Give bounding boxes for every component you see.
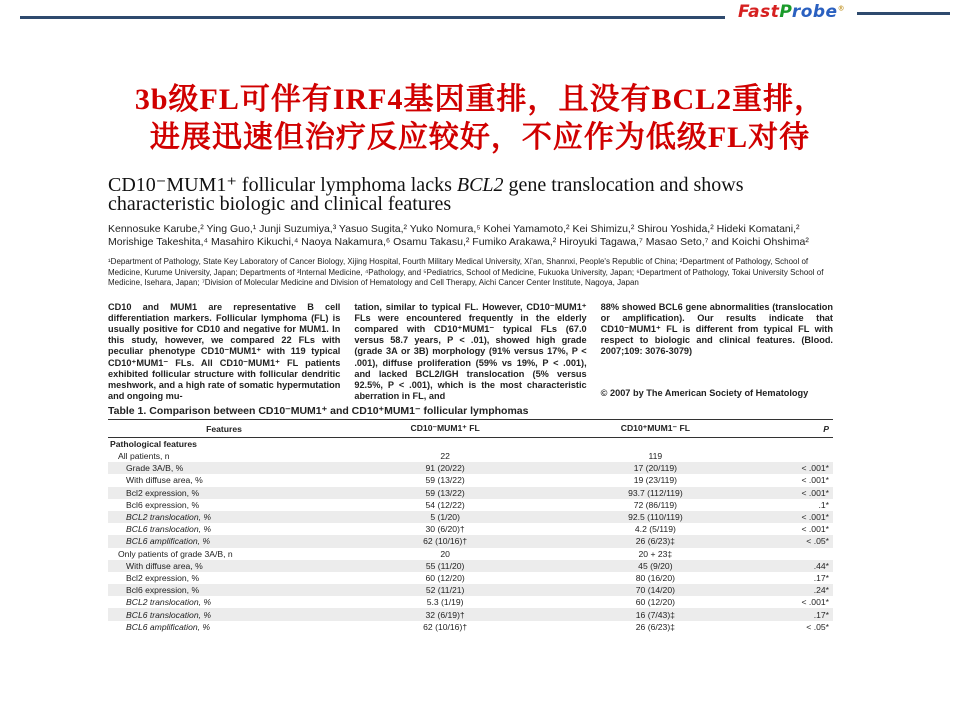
table-row (108, 584, 833, 596)
feature-cell: Grade 3A/B, % (108, 462, 340, 474)
slide-title-line-1: 3b级FL可伴有IRF4基因重排，且没有BCL2重排， (134, 83, 826, 116)
cd10pos-cell: 26 (6/23)‡ (635, 621, 675, 632)
table-row (108, 548, 833, 560)
table-row (108, 487, 833, 499)
feature-cell: BCL2 translocation, % (108, 511, 340, 523)
table-title: Table 1. Comparison between CD10⁻MUM1⁺ and CD10⁺MUM1⁻ follicular lymphomas (108, 405, 529, 418)
p-value-cell: .24* (761, 584, 834, 596)
paper-title: CD10⁻MUM1⁺ follicular lymphoma lacks BCL2 gene translocation and shows characteristic biologic and clinical features (108, 174, 744, 215)
cd10neg-cell: 5.3 (1/19) (426, 597, 464, 608)
cd10pos-cell: 92.5 (110/119) (550, 511, 760, 523)
cd10neg-cell: 60 (12/20) (425, 572, 465, 583)
cd10pos-cell: 80 (16/20) (635, 572, 675, 583)
table-row (108, 560, 833, 572)
cd10pos-cell: 26 (6/23)‡ (550, 535, 760, 547)
cd10neg-cell: 91 (20/22) (340, 462, 550, 474)
fastprobe-logo: FastProbe® (738, 2, 846, 22)
section-header: Pathological features (110, 439, 197, 450)
cd10pos-cell: 4.2 (5/119) (634, 524, 676, 535)
cd10pos-cell: 70 (14/20) (550, 584, 760, 596)
cd10pos-cell: 20 + 23‡ (638, 548, 673, 559)
table-row (108, 474, 833, 486)
table-row (108, 450, 833, 462)
table-row (108, 499, 833, 511)
p-value-cell: < .05* (806, 621, 829, 632)
cd10pos-cell: 93.7 (112/119) (550, 487, 760, 499)
cd10neg-cell: 55 (11/20) (340, 560, 550, 572)
table-row (108, 523, 833, 535)
feature-cell: BCL6 translocation, % (126, 524, 212, 535)
feature-cell: Bcl2 expression, % (108, 487, 340, 499)
col-header-features: Features (108, 420, 340, 438)
p-value-cell: < .001* (761, 487, 834, 499)
cd10pos-cell: 17 (20/119) (550, 462, 760, 474)
p-value-cell: .44* (761, 560, 834, 572)
cd10neg-cell: 52 (11/21) (340, 584, 550, 596)
feature-cell: Bcl6 expression, % (126, 499, 200, 510)
cd10pos-cell: 60 (12/20) (635, 597, 675, 608)
table-row (108, 572, 833, 584)
p-value-cell: < .001* (761, 462, 834, 474)
paper-authors: Kennosuke Karube,² Ying Guo,¹ Junji Suzumiya,³ Yasuo Sugita,² Yuko Nomura,⁵ Kohei Yamamoto,² Kei Shimizu,² Shirou Yoshida,² Hideki Komatani,² Morishige Takeshita,⁴ Masahiro Kikuchi,⁴ Naoya Nakamura,⁶ Osamu Takasu,² Fumiko Arakawa,² Hiroyuki Tagawa,⁷ Masao Seto,⁷ and Koichi Ohshima² (108, 223, 809, 248)
feature-cell: BCL6 amplification, % (108, 535, 340, 547)
abstract-col-2: tation, similar to typical FL. However, CD10⁻MUM1⁺ FLs were encountered frequently in the elderly compared with CD10⁺MUM1⁻ typical FLs (67.0 versus 58.7 years, P < .01), showed high grade (grade 3A or 3B) morphology (91% versus 17%, P < .001), diffuse proliferation (59% vs 19%, P < .001), and lacked BCL2/IGH translocation (5% versus 92.5%, P < .001), which is the most characteristic aberration in FL, and (354, 301, 587, 402)
p-value-cell: < .001* (761, 511, 834, 523)
feature-cell: With diffuse area, % (126, 475, 203, 486)
header-rule-right (857, 12, 950, 15)
copyright: © 2007 by The American Society of Hematology (600, 387, 809, 398)
p-value-cell: < .001* (801, 475, 829, 486)
feature-cell: All patients, n (118, 451, 170, 462)
col-header-cd10neg: CD10⁻MUM1⁺ FL (340, 420, 550, 438)
cd10neg-cell: 30 (6/20)† (425, 524, 465, 535)
p-value-cell: .17* (813, 572, 829, 583)
cd10neg-cell: 32 (6/19)† (340, 608, 550, 620)
cd10neg-cell: 5 (1/20) (340, 511, 550, 523)
p-value-cell: < .001* (801, 597, 829, 608)
p-value-cell: < .05* (761, 535, 834, 547)
slide-title-line-2: 进展迅速但治疗反应较好，不应作为低级FL对待 (149, 121, 811, 154)
abstract-col-1: CD10 and MUM1 are representative B cell differentiation markers. Follicular lymphoma (FL) is usually positive for CD10 and negative for MUM1. In this study, however, we compared 22 FLs with peculiar phenotype CD10⁻MUM1⁺ with 119 typical CD10⁺MUM1⁻ FLs. All CD10⁻MUM1⁺ FL patients exhibited follicular structure with follicular dendritic meshwork, and a high rate of somatic hypermutation and ongoing mu- (108, 301, 341, 402)
feature-cell: BCL2 translocation, % (126, 597, 212, 608)
table-row (108, 511, 833, 523)
cd10pos-cell: 45 (9/20) (550, 560, 760, 572)
cd10pos-cell: 119 (648, 451, 663, 462)
feature-cell: BCL6 translocation, % (108, 608, 340, 620)
table-row (108, 462, 833, 474)
feature-cell: BCL6 amplification, % (126, 621, 211, 632)
cd10neg-cell: 20 (440, 548, 450, 559)
p-value-cell: .17* (761, 608, 834, 620)
cd10neg-cell: 59 (13/22) (340, 487, 550, 499)
feature-cell: Bcl6 expression, % (108, 584, 340, 596)
feature-cell: With diffuse area, % (108, 560, 340, 572)
feature-cell: Only patients of grade 3A/B, n (118, 548, 233, 559)
abstract-col-3: 88% showed BCL6 gene abnormalities (translocation or amplification). Our results indicate that CD10⁻MUM1⁺ FL is different from typical FL with respect to biologic and clinical features. (Blood. 2007;109: 3076-3079) © 2007 by The American Society of Hematology (600, 301, 833, 398)
cd10pos-cell: 72 (86/119) (633, 499, 678, 510)
comparison-table (108, 419, 833, 633)
table-row (108, 621, 833, 633)
table-row (108, 535, 833, 547)
col-header-cd10pos: CD10⁺MUM1⁻ FL (550, 420, 760, 438)
paper-abstract (108, 302, 833, 403)
table-row (108, 596, 833, 608)
table-row (108, 608, 833, 620)
cd10neg-cell: 62 (10/16)† (340, 535, 550, 547)
p-value-cell (761, 548, 834, 560)
p-value-cell (761, 450, 834, 462)
p-value-cell: < .001* (801, 524, 829, 535)
header-rule-left (20, 16, 725, 19)
cd10pos-cell: 16 (7/43)‡ (550, 608, 760, 620)
cd10neg-cell: 62 (10/16)† (423, 621, 468, 632)
paper-affiliations: ¹Department of Pathology, State Key Laboratory of Cancer Biology, Xijing Hospital, Fourth Military Medical University, Xi'an, Shannxi, People's Republic of China; ²Department of Pathology, School of Medicine, Kurume University, Japan; Departments of ³Internal Medicine, ⁴Pathology, and ⁵Pediatrics, School of Medicine, Fukuoka University, Japan; ⁶Department of Pathology, Tokai University School of Medicine, Isehara, Japan; ⁷Division of Molecular Medicine and Division of Hematology and Cell Therapy, Aichi Cancer Center Institute, Nagoya, Japan (108, 257, 824, 287)
cd10pos-cell: 19 (23/119) (633, 475, 678, 486)
cd10neg-cell: 54 (12/22) (425, 499, 465, 510)
p-value-cell: .1* (818, 499, 829, 510)
cd10neg-cell: 22 (440, 451, 450, 462)
feature-cell: Bcl2 expression, % (126, 572, 200, 583)
paper-excerpt (108, 176, 833, 633)
cd10neg-cell: 59 (13/22) (425, 475, 465, 486)
col-header-p: P (761, 420, 834, 438)
